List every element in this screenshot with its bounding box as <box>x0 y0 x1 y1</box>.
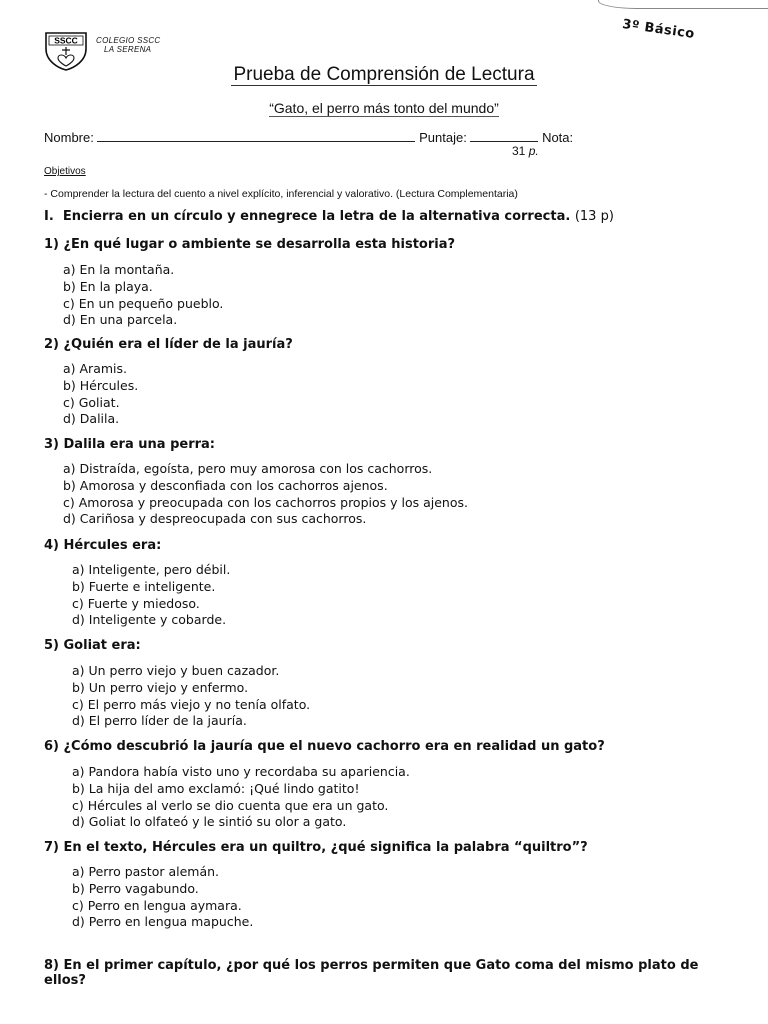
option-c[interactable]: c) Fuerte y miedoso. <box>72 595 200 611</box>
name-label: Nombre: <box>44 130 94 145</box>
question-5-options <box>72 663 310 730</box>
option-a[interactable]: a) Aramis. <box>63 361 127 376</box>
section-points: (13 p) <box>574 209 614 224</box>
score-label: Puntaje: <box>419 130 467 145</box>
option-a[interactable]: a) Perro pastor alemán. <box>72 864 220 879</box>
grade-label: Nota: <box>542 130 574 145</box>
question-8: 8) En el primer capítulo, ¿por qué los perros permiten que Gato coma del mismo plato de ellos? <box>44 958 699 988</box>
option-c[interactable]: c) Goliat. <box>63 394 120 410</box>
question-1: 1) ¿En qué lugar o ambiente se desarrolla esta historia? <box>44 237 456 252</box>
option-b[interactable]: b) En la playa. <box>63 278 153 294</box>
question-5: 5) Goliat era: <box>44 638 141 653</box>
question-3: 3) Dalila era una perra: <box>44 437 215 452</box>
instruction-text: Encierra en un círculo y ennegrece la letra de la alternativa correcta. <box>62 209 571 224</box>
total-points-value: 31 <box>512 144 526 158</box>
option-a[interactable]: a) Un perro viejo y buen cazador. <box>72 663 280 678</box>
school-name <box>96 36 161 54</box>
question-4-options <box>72 562 230 629</box>
option-c[interactable]: c) El perro más viejo y no tenía olfato. <box>72 696 311 712</box>
question-2: 2) ¿Quién era el líder de la jauría? <box>44 337 293 352</box>
total-points-unit: p. <box>528 144 539 158</box>
option-b[interactable]: b) Hércules. <box>63 377 139 393</box>
section-instruction <box>44 209 614 224</box>
option-d[interactable]: d) El perro líder de la jauría. <box>72 713 247 729</box>
option-d[interactable]: d) En una parcela. <box>63 312 178 328</box>
question-2-options <box>63 361 138 428</box>
option-d[interactable]: d) Dalila. <box>63 411 120 427</box>
option-a[interactable]: a) Pandora había visto uno y recordaba su apariencia. <box>72 764 410 779</box>
option-b[interactable]: b) Amorosa y desconfiada con los cachorros ajenos. <box>63 477 388 493</box>
option-a[interactable]: a) En la montaña. <box>63 262 175 277</box>
question-1-options <box>63 262 223 329</box>
option-c[interactable]: c) Perro en lengua aymara. <box>72 897 242 913</box>
option-d[interactable]: d) Cariñosa y despreocupada con sus cachorros. <box>63 511 367 527</box>
grade-level: 3º Básico <box>621 16 696 43</box>
question-6: 6) ¿Cómo descubrió la jauría que el nuevo cachorro era en realidad un gato? <box>44 739 605 754</box>
option-b[interactable]: b) Fuerte e inteligente. <box>72 578 216 594</box>
name-field[interactable] <box>97 129 415 142</box>
story-title: “Gato, el perro más tonto del mundo” <box>269 100 499 116</box>
option-b[interactable]: b) Un perro viejo y enfermo. <box>72 679 249 695</box>
option-c[interactable]: c) Amorosa y preocupada con los cachorros propios y los ajenos. <box>63 494 468 510</box>
option-d[interactable]: d) Goliat lo olfateó y le sintió su olor a gato. <box>72 814 347 830</box>
question-7-options <box>72 864 253 931</box>
question-3-options <box>63 461 468 528</box>
logo-text: SSCC <box>54 35 78 46</box>
page-title: Prueba de Comprensión de Lectura <box>233 64 535 85</box>
option-d[interactable]: d) Perro en lengua mapuche. <box>72 914 254 930</box>
decorative-corner-line <box>598 0 768 9</box>
question-6-options <box>72 764 410 831</box>
student-info-row <box>44 129 734 145</box>
option-b[interactable]: b) Perro vagabundo. <box>72 880 199 896</box>
option-d[interactable]: d) Inteligente y cobarde. <box>72 612 227 628</box>
option-c[interactable]: c) Hércules al verlo se dio cuenta que era un gato. <box>72 797 389 813</box>
school-name-line2: LA SERENA <box>104 45 152 54</box>
objectives-text: - Comprender la lectura del cuento a nivel explícito, inferencial y valorativo. (Lectura Complementaria) <box>44 188 518 200</box>
section-number: I. <box>44 209 54 224</box>
question-4: 4) Hércules era: <box>44 538 162 553</box>
option-b[interactable]: b) La hija del amo exclamó: ¡Qué lindo gatito! <box>72 780 360 796</box>
total-points <box>512 144 539 158</box>
score-field[interactable] <box>470 129 538 142</box>
question-7: 7) En el texto, Hércules era un quiltro, ¿qué significa la palabra “quiltro”? <box>44 840 588 855</box>
school-name-line1: COLEGIO SSCC <box>96 36 161 45</box>
option-c[interactable]: c) En un pequeño pueblo. <box>63 295 224 311</box>
option-a[interactable]: a) Inteligente, pero débil. <box>72 562 231 577</box>
option-a[interactable]: a) Distraída, egoísta, pero muy amorosa con los cachorros. <box>63 461 433 476</box>
objectives-heading: Objetivos <box>44 166 86 177</box>
